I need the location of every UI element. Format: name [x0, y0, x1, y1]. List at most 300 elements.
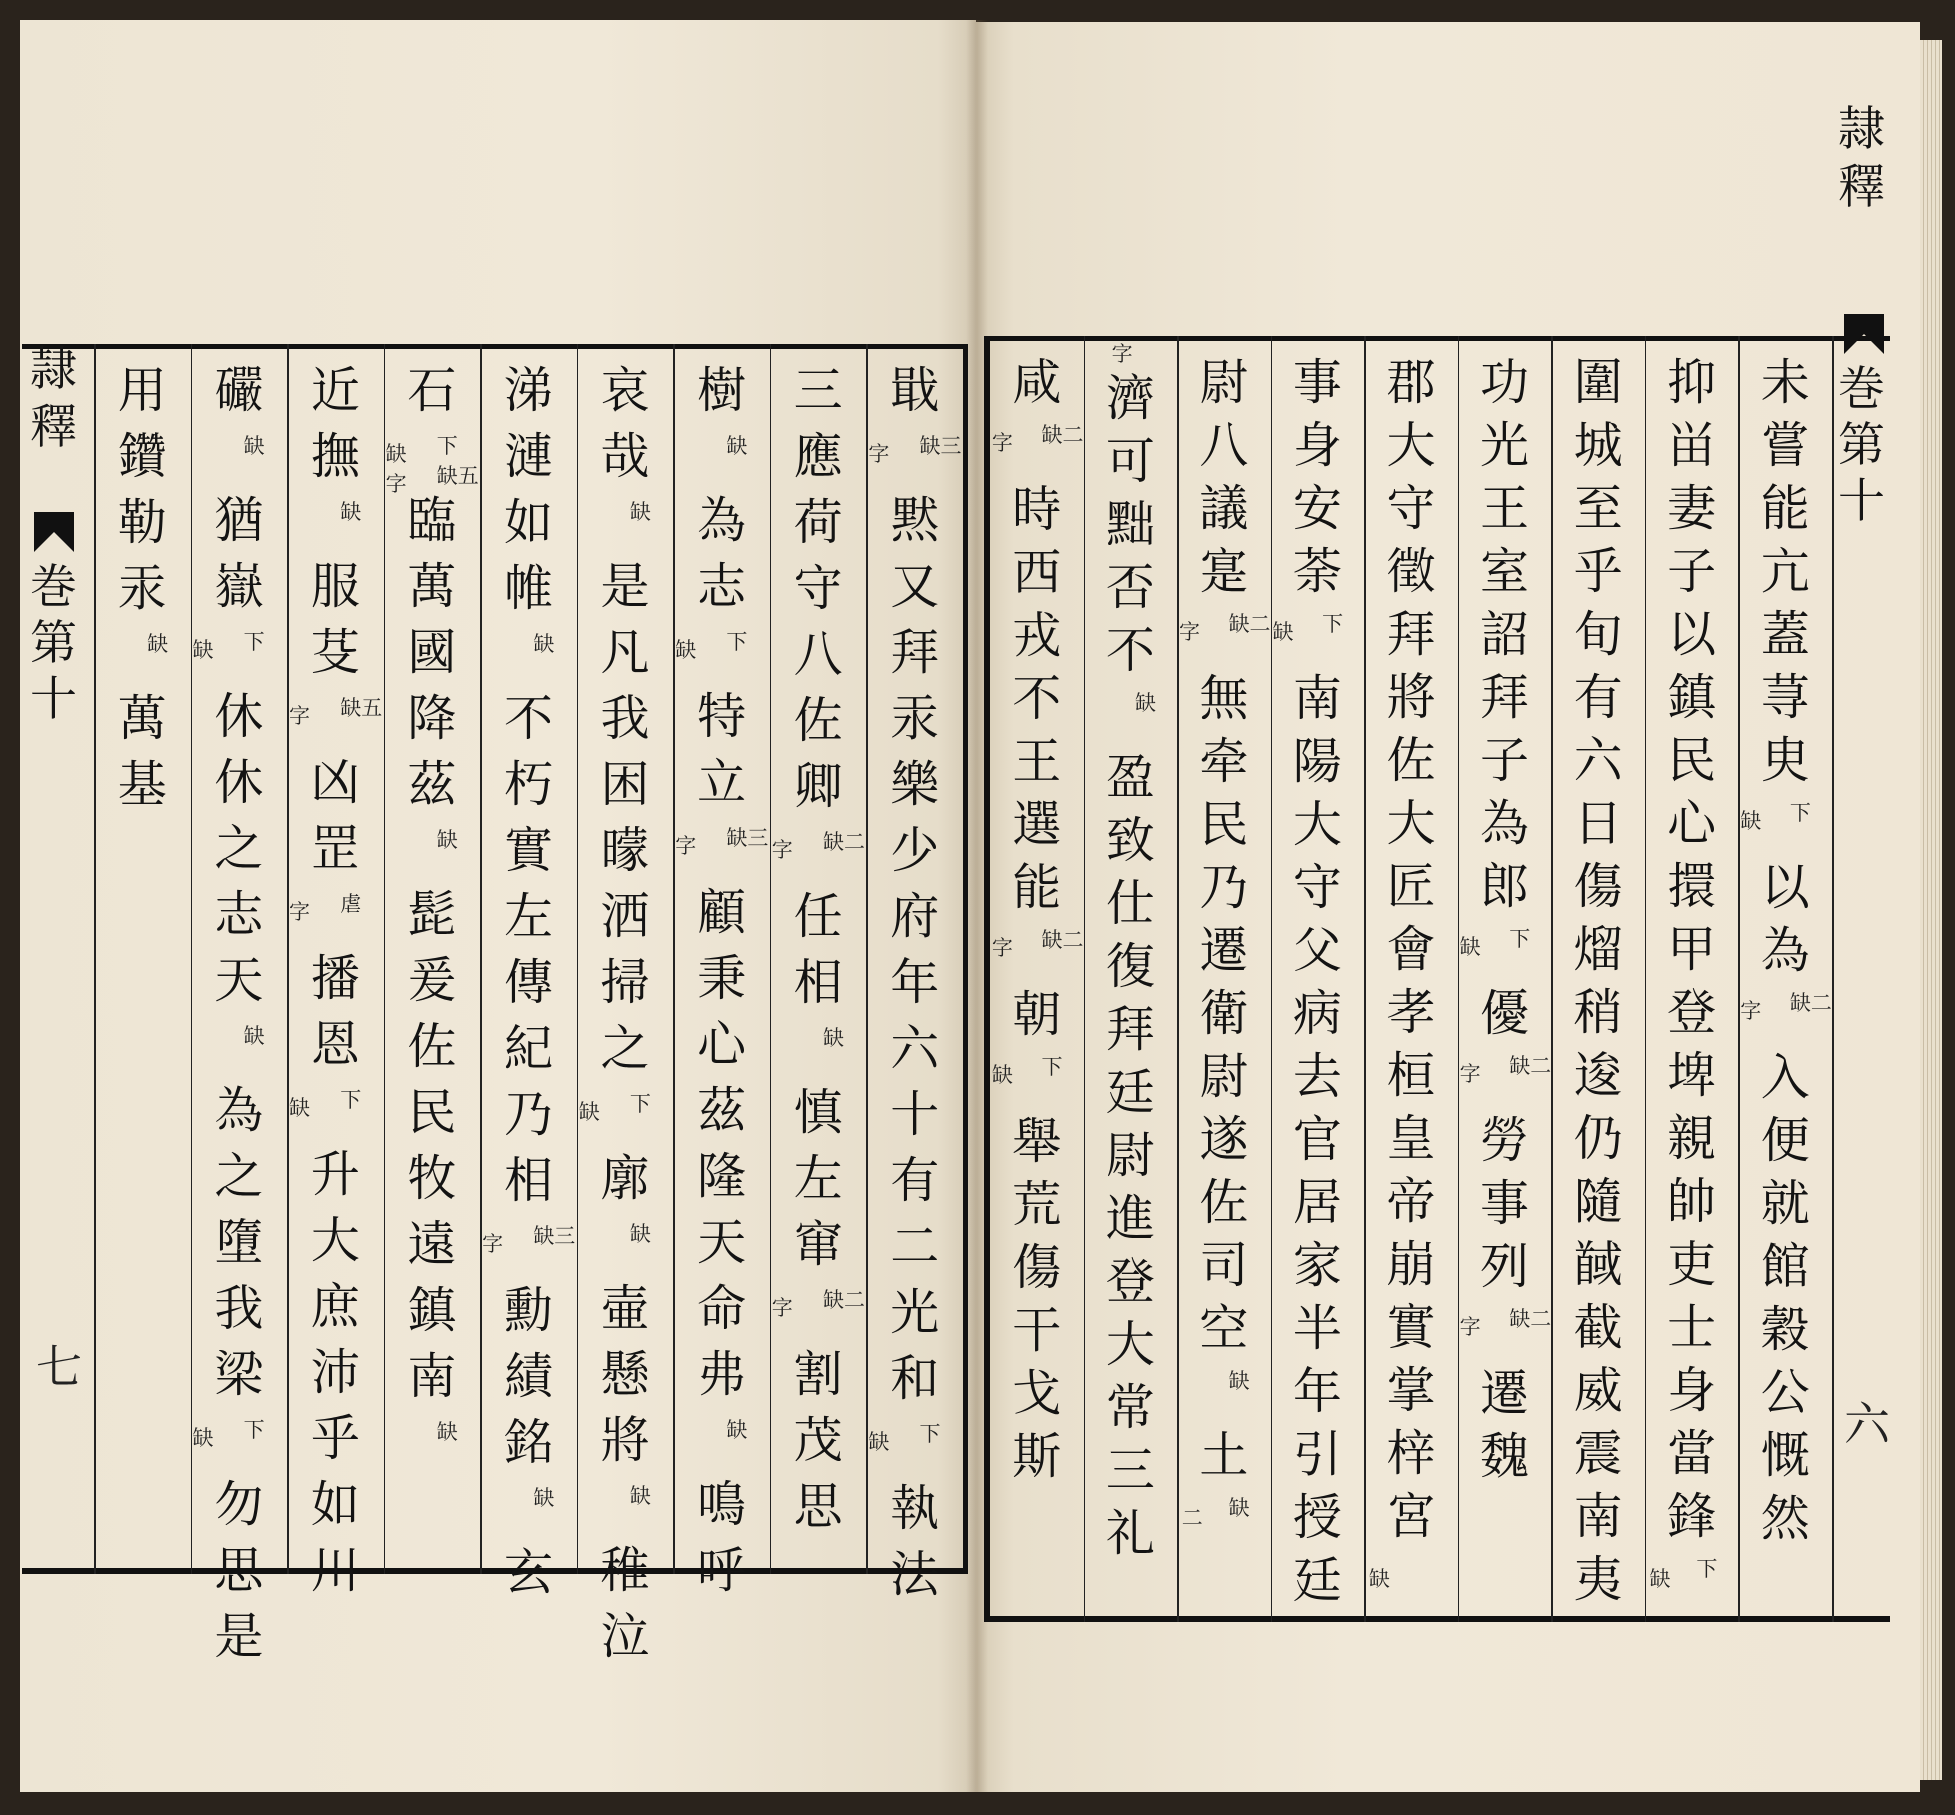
main-character: 守: [793, 560, 843, 617]
main-character: 勒: [117, 494, 167, 551]
main-character: 常: [1105, 1379, 1155, 1436]
page-edge-stack: [1920, 40, 1942, 1780]
main-character: 我: [600, 690, 650, 747]
annotation-note: 缺五: [340, 696, 383, 720]
main-character: 土: [1199, 1427, 1249, 1484]
main-character: 陽: [1292, 733, 1342, 790]
column-divider: [191, 344, 193, 1574]
main-character: 實: [1386, 1299, 1436, 1356]
main-character: 黙: [890, 492, 940, 549]
main-character: 父: [1292, 922, 1342, 979]
annotation-note: 缺: [192, 638, 214, 662]
main-character: 梓: [1386, 1425, 1436, 1482]
main-character: 埤: [1667, 1047, 1717, 1104]
main-character: 萬: [117, 690, 167, 747]
annotation-note: 下: [243, 630, 265, 654]
main-character: 石: [407, 362, 457, 419]
annotation-note: 字: [289, 704, 311, 728]
annotation-note: 缺: [436, 1420, 458, 1444]
main-character: 髭: [407, 886, 457, 943]
annotation-note: 字: [991, 936, 1013, 960]
main-character: 命: [697, 1280, 747, 1337]
main-character: 傷: [1573, 858, 1623, 915]
annotation-note: 下: [436, 434, 458, 458]
main-character: 我: [214, 1280, 264, 1337]
main-character: 荷: [793, 494, 843, 551]
column-divider: [384, 344, 386, 1574]
main-character: 濟: [1105, 370, 1155, 427]
annotation-note: 缺: [385, 442, 407, 466]
annotation-note: 下: [919, 1422, 941, 1446]
main-character: 截: [1573, 1299, 1623, 1356]
main-character: 佐: [1386, 732, 1436, 789]
main-character: 會: [1386, 921, 1436, 978]
main-character: 廓: [600, 1150, 650, 1207]
main-character: 窜: [793, 1216, 843, 1273]
main-character: 佐: [407, 1018, 457, 1075]
main-character: 六: [890, 1020, 940, 1077]
main-character: 降: [407, 690, 457, 747]
main-character: 休: [214, 754, 264, 811]
main-character: 庶: [310, 1278, 360, 1335]
banshin-title-character: 釋: [1838, 160, 1885, 215]
banshin-volume-character: 第: [1838, 418, 1885, 473]
main-character: 蓋: [1760, 606, 1810, 663]
annotation-note: 字: [482, 1232, 504, 1256]
column-divider: [1832, 336, 1834, 1622]
annotation-note: 缺二: [1228, 612, 1271, 636]
annotation-note: 字: [289, 900, 311, 924]
column-divider: [1458, 336, 1460, 1622]
main-character: 和: [890, 1350, 940, 1407]
annotation-note: 缺: [340, 500, 362, 524]
annotation-note: 缺: [289, 1096, 311, 1120]
main-character: 夷: [1573, 1551, 1623, 1608]
annotation-note: 缺: [436, 828, 458, 852]
main-character: 紀: [503, 1020, 553, 1077]
main-character: 是: [600, 558, 650, 615]
main-character: 孝: [1386, 984, 1436, 1041]
main-character: 干: [1012, 1302, 1062, 1359]
banshin-volume-character: 十: [1838, 474, 1885, 529]
main-character: 匠: [1386, 858, 1436, 915]
main-character: 戢: [890, 362, 940, 419]
main-character: 室: [1480, 543, 1530, 600]
annotation-note: 缺二: [1509, 1054, 1552, 1078]
main-character: 廷: [1292, 1552, 1342, 1609]
main-character: 八: [793, 626, 843, 683]
annotation-note: 字: [1178, 620, 1200, 644]
main-character: 震: [1573, 1425, 1623, 1482]
main-character: 又: [890, 558, 940, 615]
main-character: 恩: [310, 1016, 360, 1073]
left-text-frame: [22, 342, 968, 1665]
main-character: 將: [600, 1412, 650, 1469]
annotation-note: 字: [385, 472, 407, 496]
main-character: 以: [1760, 859, 1810, 916]
main-character: 王: [1012, 733, 1062, 790]
annotation-note: 下: [1789, 801, 1811, 825]
main-character: 播: [310, 950, 360, 1007]
main-character: 哉: [600, 428, 650, 485]
main-character: 戈: [1012, 1365, 1062, 1422]
annotation-note: 下: [1041, 1055, 1063, 1079]
main-character: 心: [1667, 795, 1717, 852]
top-border-rule: [22, 344, 968, 349]
annotation-note: 下: [1696, 1557, 1718, 1581]
annotation-note: 缺: [726, 1418, 748, 1442]
main-character: 畄: [1667, 417, 1717, 474]
main-character: 光: [1480, 417, 1530, 474]
annotation-note: 缺: [1459, 935, 1481, 959]
main-character: 左: [793, 1150, 843, 1207]
annotation-note: 字: [1111, 342, 1133, 366]
main-character: 芟: [310, 624, 360, 681]
banshin-volume-character: 十: [30, 672, 77, 727]
main-character: 未: [1760, 354, 1810, 411]
annotation-note: 字: [771, 838, 793, 862]
column-divider: [1645, 336, 1647, 1622]
main-character: 秉: [697, 950, 747, 1007]
annotation-note: 字: [868, 442, 890, 466]
main-character: 病: [1292, 985, 1342, 1042]
main-character: 南: [407, 1348, 457, 1405]
annotation-note: 缺: [868, 1430, 890, 1454]
main-character: 逡: [1573, 1047, 1623, 1104]
main-character: 凶: [310, 754, 360, 811]
right-border-rule: [963, 344, 968, 1574]
main-character: 事: [1480, 1175, 1530, 1232]
banshin-title-character: 隷: [30, 342, 77, 397]
main-character: 功: [1480, 354, 1530, 411]
main-character: 茂: [793, 1412, 843, 1469]
main-character: 戎: [1012, 607, 1062, 664]
main-character: 民: [1199, 796, 1249, 853]
annotation-note: 下: [1322, 612, 1344, 636]
main-character: 鎮: [407, 1282, 457, 1339]
main-character: 墮: [214, 1214, 264, 1271]
column-divider: [480, 344, 482, 1574]
main-character: 遷: [1480, 1365, 1530, 1422]
main-character: 三: [793, 362, 843, 419]
main-character: 隨: [1573, 1173, 1623, 1230]
folio-number: 六: [1844, 1397, 1890, 1451]
main-character: 基: [117, 756, 167, 813]
main-character: 南: [1573, 1488, 1623, 1545]
fishtail-ornament-icon: [1834, 314, 1894, 354]
main-character: 勿: [214, 1476, 264, 1533]
annotation-note: 缺: [726, 434, 748, 458]
annotation-note: 缺三: [533, 1224, 576, 1248]
main-character: 有: [890, 1152, 940, 1209]
banshin-volume-character: 第: [30, 616, 77, 671]
main-character: 居: [1292, 1174, 1342, 1231]
column-divider: [866, 344, 868, 1574]
annotation-note: 缺: [192, 1426, 214, 1450]
main-character: 嶽: [214, 558, 264, 615]
main-character: 㬰: [1760, 732, 1810, 789]
main-character: 思: [793, 1478, 843, 1535]
main-character: 三: [1105, 1442, 1155, 1499]
column-divider: [577, 344, 579, 1574]
main-character: 天: [214, 952, 264, 1009]
main-character: 嘗: [1760, 417, 1810, 474]
annotation-note: 缺二: [1509, 1307, 1552, 1331]
main-character: 應: [793, 428, 843, 485]
main-character: 熘: [1573, 921, 1623, 978]
main-character: 王: [1480, 480, 1530, 537]
main-character: 汞: [117, 560, 167, 617]
main-character: 吏: [1667, 1236, 1717, 1293]
main-character: 志: [214, 886, 264, 943]
main-character: 泣: [600, 1608, 650, 1665]
bottom-border-rule: [984, 1616, 1890, 1622]
main-character: 登: [1105, 1253, 1155, 1310]
main-character: 盈: [1105, 749, 1155, 806]
main-character: 拜: [1480, 669, 1530, 726]
main-character: 拜: [1105, 1001, 1155, 1058]
annotation-note: 下: [629, 1092, 651, 1116]
main-character: 官: [1292, 1111, 1342, 1168]
main-character: 如: [503, 494, 553, 551]
annotation-note: 缺: [578, 1100, 600, 1124]
main-character: 然: [1760, 1490, 1810, 1547]
main-character: 大: [310, 1212, 360, 1269]
column-divider: [770, 344, 772, 1574]
main-character: 復: [1105, 938, 1155, 995]
main-character: 郡: [1386, 354, 1436, 411]
main-character: 傷: [1012, 1239, 1062, 1296]
main-character: 守: [1386, 480, 1436, 537]
main-character: 之: [214, 820, 264, 877]
main-character: 西: [1012, 544, 1062, 601]
main-character: 詔: [1480, 606, 1530, 663]
main-character: 寔: [1199, 543, 1249, 600]
annotation-note: 缺二: [1041, 928, 1084, 952]
main-character: 勳: [503, 1282, 553, 1339]
main-character: 勞: [1480, 1112, 1530, 1169]
main-character: 公: [1760, 1364, 1810, 1421]
main-character: 國: [407, 624, 457, 681]
main-character: 用: [117, 362, 167, 419]
main-character: 荨: [1760, 669, 1810, 726]
main-character: 家: [1292, 1237, 1342, 1294]
main-character: 不: [1105, 622, 1155, 679]
main-character: 凡: [600, 624, 650, 681]
annotation-note: 缺二: [1041, 423, 1084, 447]
banshin-title-character: 隷: [1838, 102, 1885, 157]
main-character: 為: [1760, 922, 1810, 979]
main-character: 礼: [1105, 1505, 1155, 1562]
column-divider: [94, 344, 96, 1574]
main-character: 圍: [1573, 354, 1623, 411]
main-character: 斯: [1012, 1428, 1062, 1485]
main-character: 馘: [1573, 1236, 1623, 1293]
main-character: 親: [1667, 1110, 1717, 1167]
main-character: 不: [503, 690, 553, 747]
main-character: 服: [310, 558, 360, 615]
main-character: 年: [890, 954, 940, 1011]
main-character: 為: [697, 492, 747, 549]
main-character: 日: [1573, 795, 1623, 852]
main-character: 佐: [793, 692, 843, 749]
column-divider: [1738, 336, 1740, 1622]
main-character: 思: [214, 1542, 264, 1599]
main-character: 將: [1386, 669, 1436, 726]
main-character: 實: [503, 822, 553, 879]
main-character: 能: [1012, 859, 1062, 916]
main-character: 致: [1105, 812, 1155, 869]
main-character: 館: [1760, 1238, 1810, 1295]
main-character: 授: [1292, 1489, 1342, 1546]
main-character: 荼: [1292, 543, 1342, 600]
main-character: 鳴: [697, 1476, 747, 1533]
annotation-note: 缺: [629, 1222, 651, 1246]
left-border-rule: [984, 336, 990, 1622]
main-character: 朽: [503, 756, 553, 813]
main-character: 樹: [697, 362, 747, 419]
main-character: 績: [503, 1348, 553, 1405]
main-character: 呼: [697, 1542, 747, 1599]
banshin-right: [1832, 96, 1890, 1622]
annotation-note: 虐: [340, 892, 362, 916]
banshin-title-character: 釋: [30, 400, 77, 455]
main-character: 隆: [697, 1148, 747, 1205]
annotation-note: 缺: [822, 1026, 844, 1050]
main-character: 爰: [407, 952, 457, 1009]
banshin-volume-character: 巻: [1838, 362, 1885, 417]
main-character: 南: [1292, 670, 1342, 727]
main-character: 尉: [1105, 1127, 1155, 1184]
main-character: 帝: [1386, 1173, 1436, 1230]
main-character: 臨: [407, 492, 457, 549]
main-character: 守: [1292, 859, 1342, 916]
main-character: 鎮: [1667, 669, 1717, 726]
banshin-volume-character: 巻: [30, 560, 77, 615]
main-character: 掃: [600, 954, 650, 1011]
main-character: 咸: [1012, 354, 1062, 411]
main-character: 優: [1480, 985, 1530, 1042]
main-character: 六: [1573, 732, 1623, 789]
main-character: 子: [1667, 543, 1717, 600]
main-character: 引: [1292, 1426, 1342, 1483]
annotation-note: 缺: [1649, 1567, 1671, 1591]
main-character: 黜: [1105, 496, 1155, 553]
main-character: 撫: [310, 428, 360, 485]
annotation-note: 字: [771, 1296, 793, 1320]
main-character: 徵: [1386, 543, 1436, 600]
main-character: 拜: [1386, 606, 1436, 663]
main-character: 城: [1573, 417, 1623, 474]
annotation-note: 字: [1459, 1062, 1481, 1086]
main-character: 登: [1667, 984, 1717, 1041]
bottom-border-rule: [22, 1568, 968, 1574]
annotation-note: 缺五: [436, 464, 479, 488]
main-character: 衛: [1199, 985, 1249, 1042]
main-character: 之: [214, 1148, 264, 1205]
column-divider: [1084, 336, 1086, 1622]
main-character: 猶: [214, 492, 264, 549]
main-character: 尉: [1199, 1048, 1249, 1105]
annotation-note: 缺二: [822, 1288, 865, 1312]
banshin-left: [22, 344, 94, 1574]
main-character: 壷: [600, 1280, 650, 1337]
main-character: 年: [1292, 1363, 1342, 1420]
annotation-note: 缺三: [919, 434, 962, 458]
main-character: 身: [1292, 417, 1342, 474]
annotation-note: 缺: [1740, 809, 1762, 833]
annotation-note: 缺: [533, 1486, 555, 1510]
folio-number: 七: [36, 1340, 82, 1394]
annotation-note: 字: [675, 834, 697, 858]
main-character: 魏: [1480, 1428, 1530, 1485]
main-character: 民: [407, 1084, 457, 1141]
main-character: 府: [890, 888, 940, 945]
main-character: 慎: [793, 1084, 843, 1141]
main-character: 為: [1480, 795, 1530, 852]
main-character: 皇: [1386, 1110, 1436, 1167]
annotation-note: 字: [1459, 1315, 1481, 1339]
annotation-note: 缺: [629, 1484, 651, 1508]
main-character: 茲: [697, 1082, 747, 1139]
main-character: 近: [310, 362, 360, 419]
main-character: 進: [1105, 1190, 1155, 1247]
main-character: 司: [1199, 1237, 1249, 1294]
main-character: 乎: [310, 1410, 360, 1467]
annotation-note: 缺: [675, 638, 697, 662]
main-character: 卿: [793, 758, 843, 815]
main-character: 相: [503, 1152, 553, 1209]
annotation-note: 下: [340, 1088, 362, 1112]
main-character: 哀: [600, 362, 650, 419]
main-character: 弗: [697, 1346, 747, 1403]
main-character: 無: [1199, 670, 1249, 727]
annotation-note: 缺: [1135, 691, 1156, 715]
main-character: 士: [1667, 1299, 1717, 1356]
main-character: 議: [1199, 480, 1249, 537]
main-character: 梁: [214, 1346, 264, 1403]
main-character: 民: [1667, 732, 1717, 789]
main-character: 少: [890, 822, 940, 879]
main-character: 半: [1292, 1300, 1342, 1357]
main-character: 光: [890, 1284, 940, 1341]
main-character: 涕: [503, 362, 553, 419]
main-character: 心: [697, 1016, 747, 1073]
main-character: 萬: [407, 558, 457, 615]
main-character: 十: [890, 1086, 940, 1143]
main-character: 荒: [1012, 1176, 1062, 1233]
main-character: 桓: [1386, 1047, 1436, 1104]
main-character: 法: [890, 1546, 940, 1603]
main-character: 相: [793, 954, 843, 1011]
main-character: 礹: [214, 362, 264, 419]
main-character: 大: [1292, 796, 1342, 853]
annotation-note: 缺三: [726, 826, 769, 850]
main-character: 立: [697, 754, 747, 811]
main-character: 大: [1105, 1316, 1155, 1373]
annotation-note: 下: [726, 630, 748, 654]
column-divider: [1364, 336, 1366, 1622]
main-character: 牵: [1199, 733, 1249, 790]
main-character: 舉: [1012, 1113, 1062, 1170]
column-divider: [287, 344, 289, 1574]
main-character: 鑽: [117, 428, 167, 485]
main-character: 掌: [1386, 1362, 1436, 1419]
annotation-note: 缺: [1368, 1567, 1390, 1591]
annotation-note: 缺: [533, 632, 555, 656]
main-character: 慨: [1760, 1427, 1810, 1484]
main-character: 升: [310, 1146, 360, 1203]
